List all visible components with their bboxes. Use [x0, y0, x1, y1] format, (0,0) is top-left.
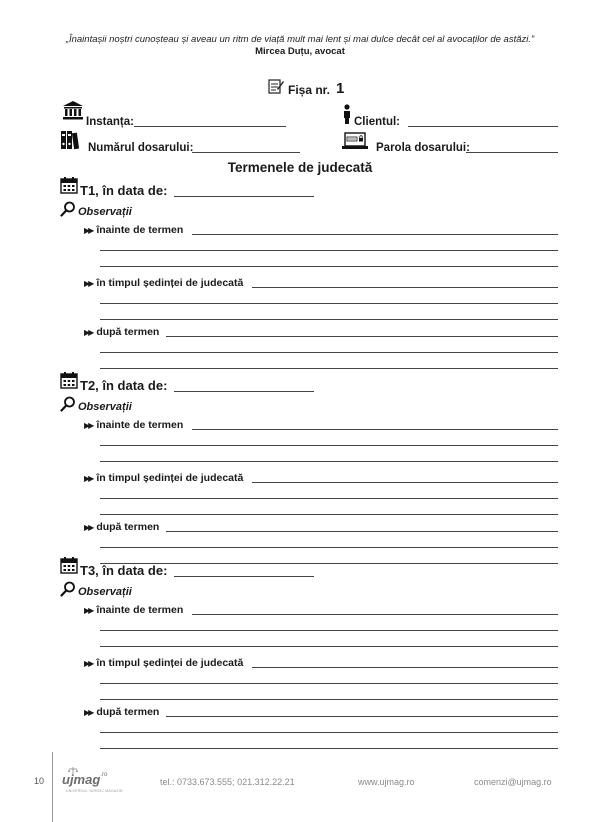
writing-line[interactable]	[100, 319, 558, 320]
double-arrow-icon: ▶▶	[84, 225, 93, 235]
calendar-icon	[60, 176, 78, 194]
term-1-date-label: T1, în data de:	[80, 183, 168, 198]
term-3-observatii-label: Observații	[78, 586, 132, 598]
footer-email[interactable]: comenzi@ujmag.ro	[474, 777, 552, 787]
writing-line[interactable]	[252, 287, 558, 288]
term-3-subsection-1	[84, 604, 183, 616]
writing-line[interactable]	[100, 699, 558, 700]
term-1-date-input-line[interactable]	[174, 196, 314, 197]
fisa-number: 1	[336, 80, 345, 97]
clientul-input-line[interactable]	[408, 126, 558, 127]
subsection-label: înainte de termen	[96, 604, 184, 616]
numarul-dosarului-label: Numărul dosarului:	[88, 142, 194, 154]
writing-line[interactable]	[100, 547, 558, 548]
term-3-subsection-2	[84, 657, 243, 669]
binders-icon	[60, 130, 82, 150]
term-2-subsection-1	[84, 419, 183, 431]
person-icon	[342, 104, 352, 124]
term-1-observatii-label: Observații	[78, 206, 132, 218]
footer-divider	[52, 752, 53, 822]
calendar-icon	[60, 556, 78, 574]
section-title: Termenele de judecată	[227, 160, 373, 175]
quote-author: Mircea Duțu, avocat	[255, 46, 345, 57]
term-2-subsection-2	[84, 472, 243, 484]
numarul-dosarului-input-line[interactable]	[192, 152, 300, 153]
writing-line[interactable]	[100, 250, 558, 251]
term-3-date-label: T3, în data de:	[80, 563, 168, 578]
clientul-label: Clientul:	[354, 116, 400, 128]
magnifier-icon	[60, 201, 76, 217]
term-1-subsection-3	[84, 326, 159, 338]
magnifier-icon	[60, 581, 76, 597]
double-arrow-icon: ▶▶	[84, 473, 93, 483]
term-3-subsection-3	[84, 706, 159, 718]
writing-line[interactable]	[192, 614, 558, 615]
writing-line[interactable]	[100, 461, 558, 462]
writing-line[interactable]	[100, 368, 558, 369]
subsection-label: în timpul ședinței de judecată	[96, 277, 244, 289]
magnifier-icon	[60, 396, 76, 412]
writing-line[interactable]	[166, 336, 558, 337]
writing-line[interactable]	[100, 498, 558, 499]
calendar-icon	[60, 371, 78, 389]
ujmag-logo	[62, 766, 126, 796]
writing-line[interactable]	[100, 748, 558, 749]
courthouse-icon	[62, 100, 84, 120]
parola-dosarului-label: Parola dosarului:	[376, 142, 470, 154]
double-arrow-icon: ▶▶	[84, 605, 93, 615]
writing-line[interactable]	[100, 563, 558, 564]
writing-line[interactable]	[100, 646, 558, 647]
writing-line[interactable]	[252, 667, 558, 668]
subsection-label: înainte de termen	[96, 224, 184, 236]
writing-line[interactable]	[100, 630, 558, 631]
writing-line[interactable]	[192, 429, 558, 430]
instanta-label: Instanța:	[86, 116, 134, 128]
subsection-label: în timpul ședinței de judecată	[96, 657, 244, 669]
notepad-icon	[268, 78, 284, 94]
double-arrow-icon: ▶▶	[84, 522, 93, 532]
writing-line[interactable]	[252, 482, 558, 483]
fisa-title	[288, 80, 344, 97]
double-arrow-icon: ▶▶	[84, 278, 93, 288]
header-quote: „Înaintașii noștri cunoșteau și aveau un ritm de viață mult mai lent și mai dulce decât cel al avocaților de astăzi.”	[65, 34, 535, 45]
subsection-label: după termen	[96, 521, 160, 533]
footer-phone: tel.: 0733.673.555; 021.312.22.21	[160, 777, 295, 787]
parola-dosarului-input-line[interactable]	[466, 152, 558, 153]
subsection-label: în timpul ședinței de judecată	[96, 472, 244, 484]
double-arrow-icon: ▶▶	[84, 658, 93, 668]
writing-line[interactable]	[100, 266, 558, 267]
logo-suffix: .ro	[100, 772, 108, 778]
subsection-label: după termen	[96, 326, 160, 338]
instanta-input-line[interactable]	[134, 126, 286, 127]
double-arrow-icon: ▶▶	[84, 707, 93, 717]
page-number: 10	[34, 776, 45, 786]
subsection-label: după termen	[96, 706, 160, 718]
term-1-subsection-2	[84, 277, 243, 289]
term-1-subsection-1	[84, 224, 183, 236]
logo-tagline: UNIVERSUL JURIDIC MAGAZIN	[66, 789, 123, 793]
fisa-label: Fișa nr.	[288, 83, 331, 97]
double-arrow-icon: ▶▶	[84, 420, 93, 430]
term-2-observatii-label: Observații	[78, 401, 132, 413]
writing-line[interactable]	[100, 732, 558, 733]
writing-line[interactable]	[100, 683, 558, 684]
writing-line[interactable]	[100, 352, 558, 353]
writing-line[interactable]	[166, 531, 558, 532]
writing-line[interactable]	[100, 514, 558, 515]
logo-text: ujmag	[62, 772, 101, 787]
term-3-date-input-line[interactable]	[174, 576, 314, 577]
writing-line[interactable]	[166, 716, 558, 717]
writing-line[interactable]	[192, 234, 558, 235]
double-arrow-icon: ▶▶	[84, 327, 93, 337]
subsection-label: înainte de termen	[96, 419, 184, 431]
term-2-subsection-3	[84, 521, 159, 533]
password-laptop-icon	[342, 132, 368, 150]
term-2-date-label: T2, în data de:	[80, 378, 168, 393]
footer-website[interactable]: www.ujmag.ro	[358, 777, 415, 787]
writing-line[interactable]	[100, 303, 558, 304]
term-2-date-input-line[interactable]	[174, 391, 314, 392]
writing-line[interactable]	[100, 445, 558, 446]
